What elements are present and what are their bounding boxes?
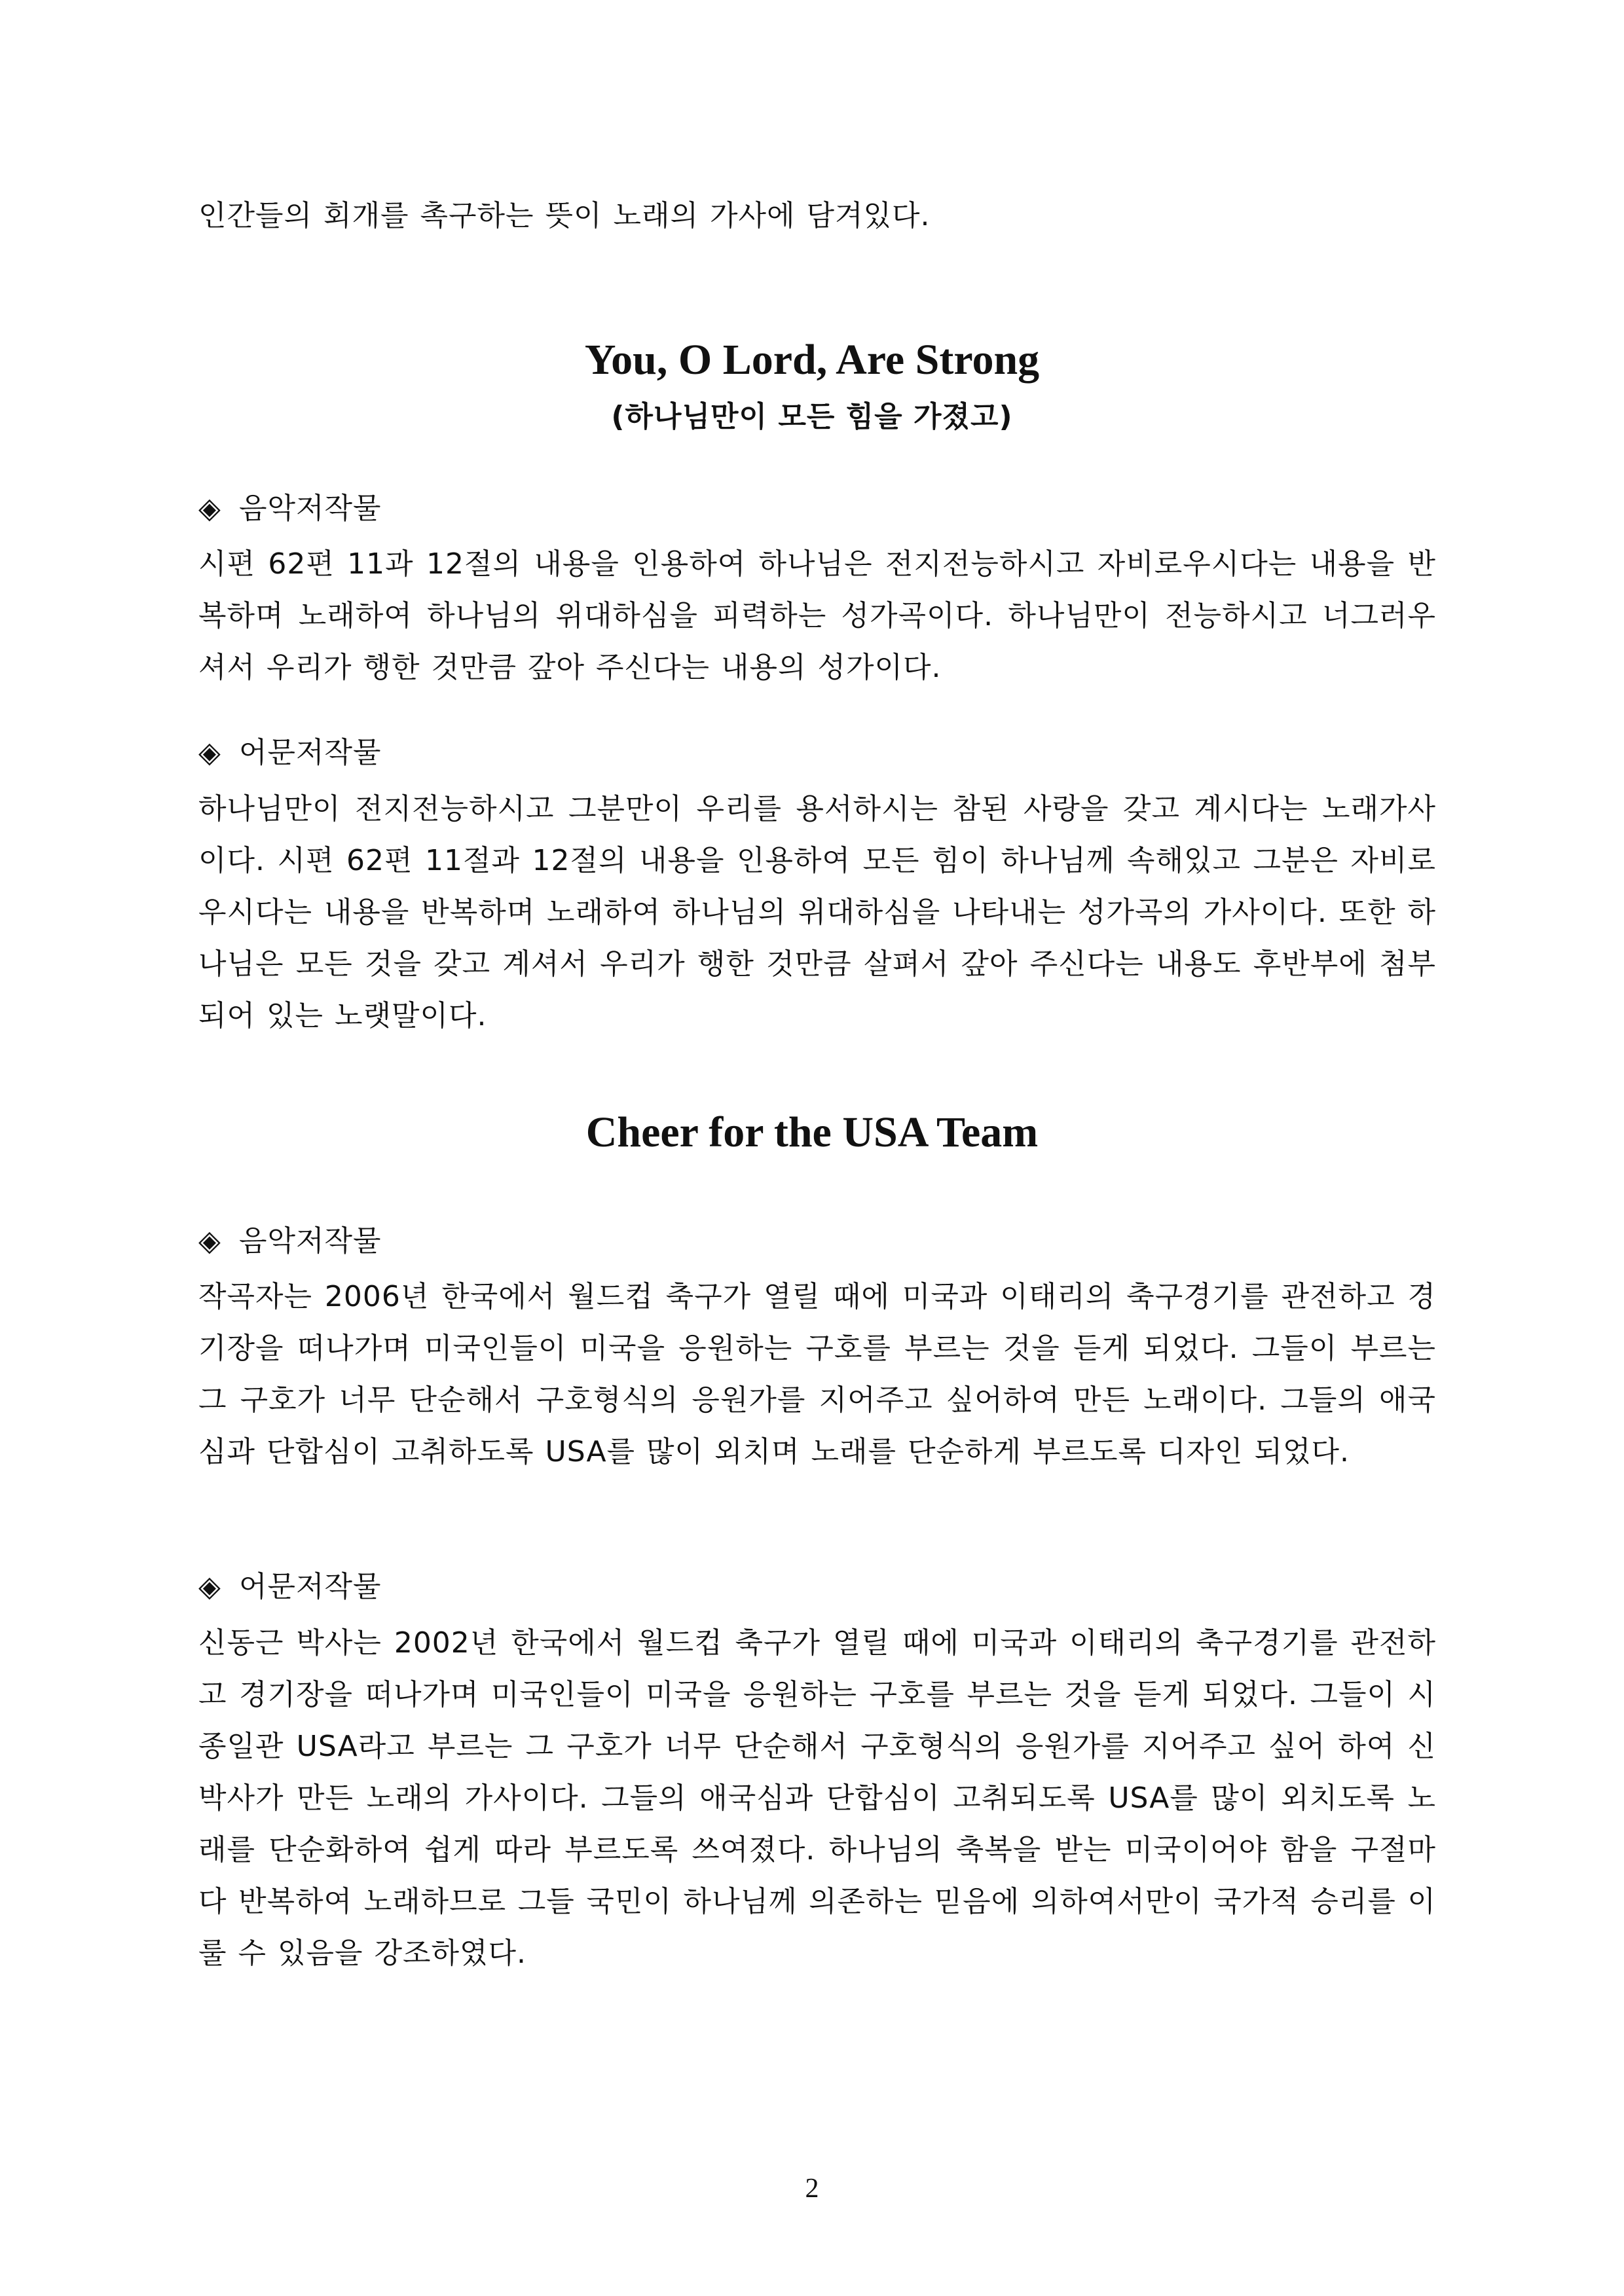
page-number: 2 — [805, 2174, 819, 2204]
music-work-paragraph-1: 시편 62편 11과 12절의 내용을 인용하여 하나님은 전지전능하시고 자비로우시다는 내용을 반복하며 노래하여 하나님의 위대하심을 피력하는 성가곡이다. 하나님만이 전능하시고 너그러우셔서 우리가 행한 것만큼 갚아 주신다는 내용의 성가이다. — [198, 547, 1436, 684]
literary-work-heading-1 — [198, 733, 382, 773]
literary-work-paragraph-2: 신동근 박사는 2002년 한국에서 월드컵 축구가 열릴 때에 미국과 이태리의 축구경기를 관전하고 경기장을 떠나가며 미국인들이 미국을 응원하는 구호를 부르는 것을 듣게 되었다. 그들이 시종일관 USA라고 부르는 그 구호가 너무 단순해서 구호형식의 응원가를 지어주고 싶어 하여 신박사가 만든 노래의 가사이다. 그들의 애국심과 단합심이 고취되도록 USA를 많이 외치도록 노래를 단순화하여 쉽게 따라 부르도록 쓰여졌다. 하나님의 축복을 받는 미국이어야 함을 구절마다 반복하여 노래하므로 그들 국민이 하나님께 의존하는 믿음에 의하여서만이 국가적 승리를 이룰 수 있음을 강조하였다. — [198, 1626, 1436, 1970]
literary-work-label: 어문저작물 — [239, 1570, 382, 1603]
diamond-bullet-icon: ◈ — [198, 736, 221, 769]
diamond-bullet-icon: ◈ — [198, 1570, 221, 1603]
diamond-bullet-icon: ◈ — [198, 492, 221, 525]
literary-work-label: 어문저작물 — [239, 736, 382, 769]
diamond-bullet-icon: ◈ — [198, 1224, 221, 1258]
section-title-cheer-usa: Cheer for the USA Team — [585, 1108, 1039, 1156]
music-work-paragraph-2: 작곡자는 2006년 한국에서 월드컵 축구가 열릴 때에 미국과 이태리의 축구경기를 관전하고 경기장을 떠나가며 미국인들이 미국을 응원하는 구호를 부르는 것을 듣게 되었다. 그들이 부르는 그 구호가 너무 단순해서 구호형식의 응원가를 지어주고 싶어하여 만든 노래이다. 그들의 애국심과 단합심이 고취하도록 USA를 많이 외치며 노래를 단순하게 부르도록 디자인 되었다. — [198, 1280, 1436, 1468]
section-subtitle-korean: (하나님만이 모든 힘을 가졌고) — [611, 400, 1013, 433]
music-work-label: 음악저작물 — [239, 492, 382, 525]
music-work-heading-1 — [198, 489, 382, 528]
intro-paragraph: 인간들의 회개를 촉구하는 뜻이 노래의 가사에 담겨있다. — [198, 199, 931, 232]
literary-work-paragraph-1: 하나님만이 전지전능하시고 그분만이 우리를 용서하시는 참된 사랑을 갖고 계시다는 노래가사이다. 시편 62편 11절과 12절의 내용을 인용하여 모든 힘이 하나님께 속해있고 그분은 자비로우시다는 내용을 반복하며 노래하여 하나님의 위대하심을 나타내는 성가곡의 가사이다. 또한 하나님은 모든 것을 갖고 계셔서 우리가 행한 것만큼 살펴서 갚아 주신다는 내용도 후반부에 첨부되어 있는 노랫말이다. — [198, 792, 1436, 1032]
literary-work-heading-2 — [198, 1567, 382, 1607]
section-title-you-o-lord: You, O Lord, Are Strong — [584, 336, 1040, 384]
music-work-heading-2 — [198, 1222, 382, 1261]
music-work-label: 음악저작물 — [239, 1224, 382, 1258]
